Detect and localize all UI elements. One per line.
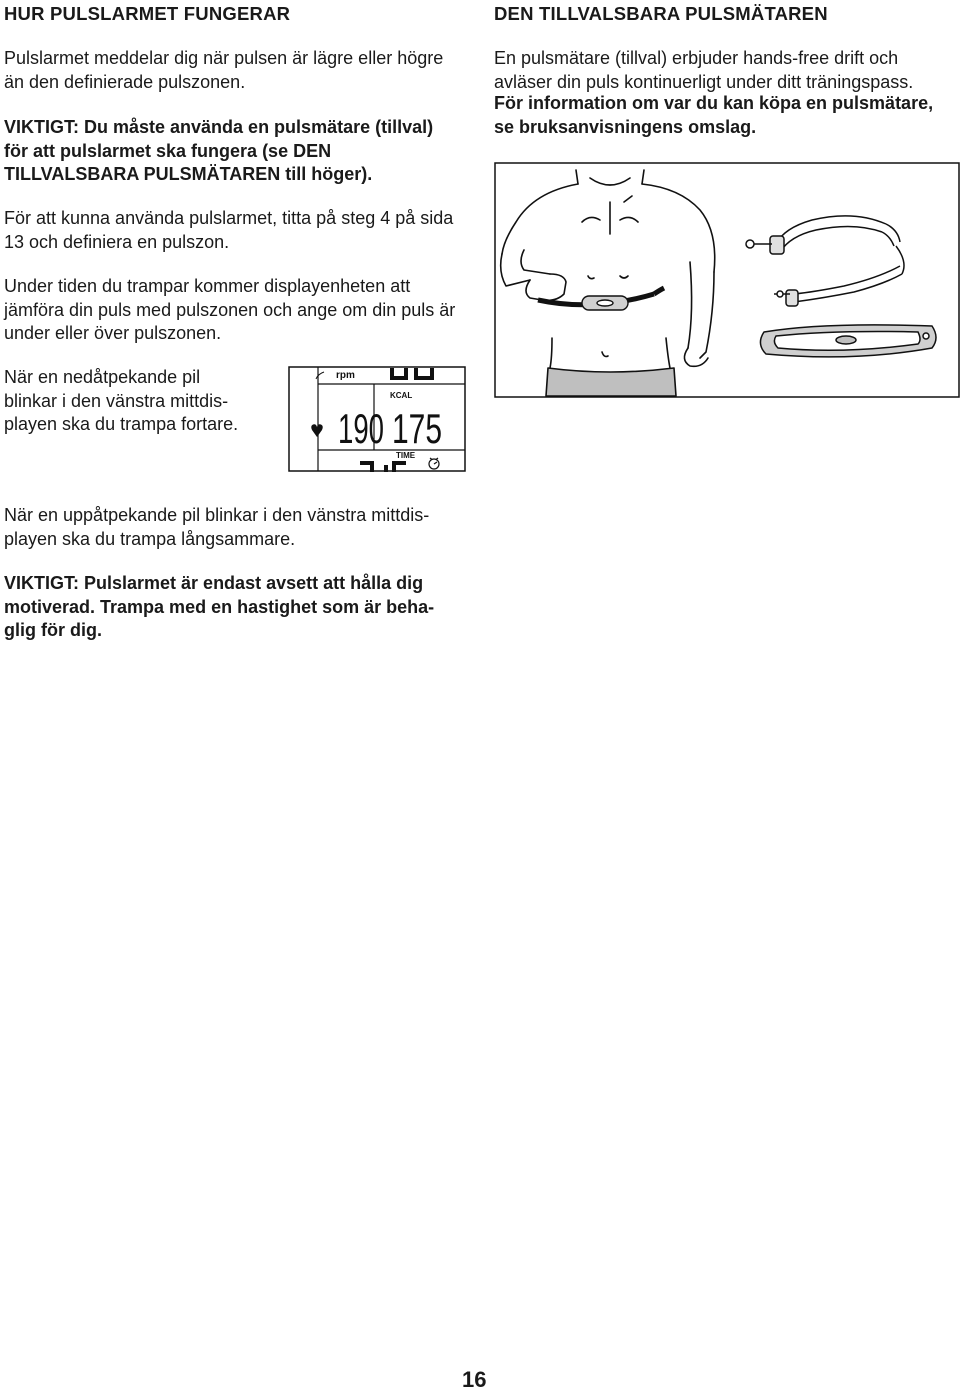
paragraph-monitor-description: En pulsmätare (tillval) erbjuder hands-free drift och avläser din puls kontinuerligt under ditt träningspass. — [494, 48, 914, 92]
paragraph-usage: För att kunna använda pulslarmet, titta på steg 4 på sida 13 och definiera en pulszon. — [4, 208, 454, 252]
section-heading-pulse-alarm: HUR PULSLARMET FUNGERAR — [4, 3, 291, 24]
paragraph-intro: Pulslarmet meddelar dig när pulsen är lägre eller högre än den definierade pulszonen. — [4, 48, 444, 92]
paragraph-compare: Under tiden du trampar kommer displayenheten att jämföra din puls med pulszonen och ange om din puls är under eller över pulszonen. — [4, 276, 456, 343]
transmitter-unit — [760, 325, 936, 357]
page-number: 16 — [462, 1367, 487, 1392]
paragraph-important-note: VIKTIGT: Du måste använda en pulsmätare (tillval) för att pulslarmet ska fungera (se DEN TILLVALSBARA PULSMÄTAREN till höger). — [4, 117, 434, 184]
chest-strap-illustration — [494, 162, 960, 398]
time-label: TIME — [396, 451, 416, 460]
section-heading-heart-rate-monitor: DEN TILLVALSBARA PULSMÄTAREN — [494, 3, 828, 24]
paragraph-motivation-note: VIKTIGT: Pulslarmet är endast avsett att hålla dig motiverad. Trampa med en hastighet som är beha-glig för dig. — [4, 573, 435, 640]
rpm-label: rpm — [336, 370, 355, 381]
pulse-value: 190 — [338, 405, 384, 452]
paragraph-down-arrow: När en nedåtpekande pil blinkar i den vänstra mittdis-playen ska du trampa fortare. — [4, 367, 239, 434]
calories-value: 175 — [392, 405, 442, 452]
paragraph-up-arrow: När en uppåtpekande pil blinkar i den vänstra mittdis-playen ska du trampa långsammare. — [4, 505, 430, 549]
paragraph-monitor-purchase-info: För information om var du kan köpa en pulsmätare, se bruksanvisningens omslag. — [494, 93, 934, 137]
kcal-label: KCAL — [390, 391, 413, 400]
console-display-illustration — [288, 366, 466, 472]
